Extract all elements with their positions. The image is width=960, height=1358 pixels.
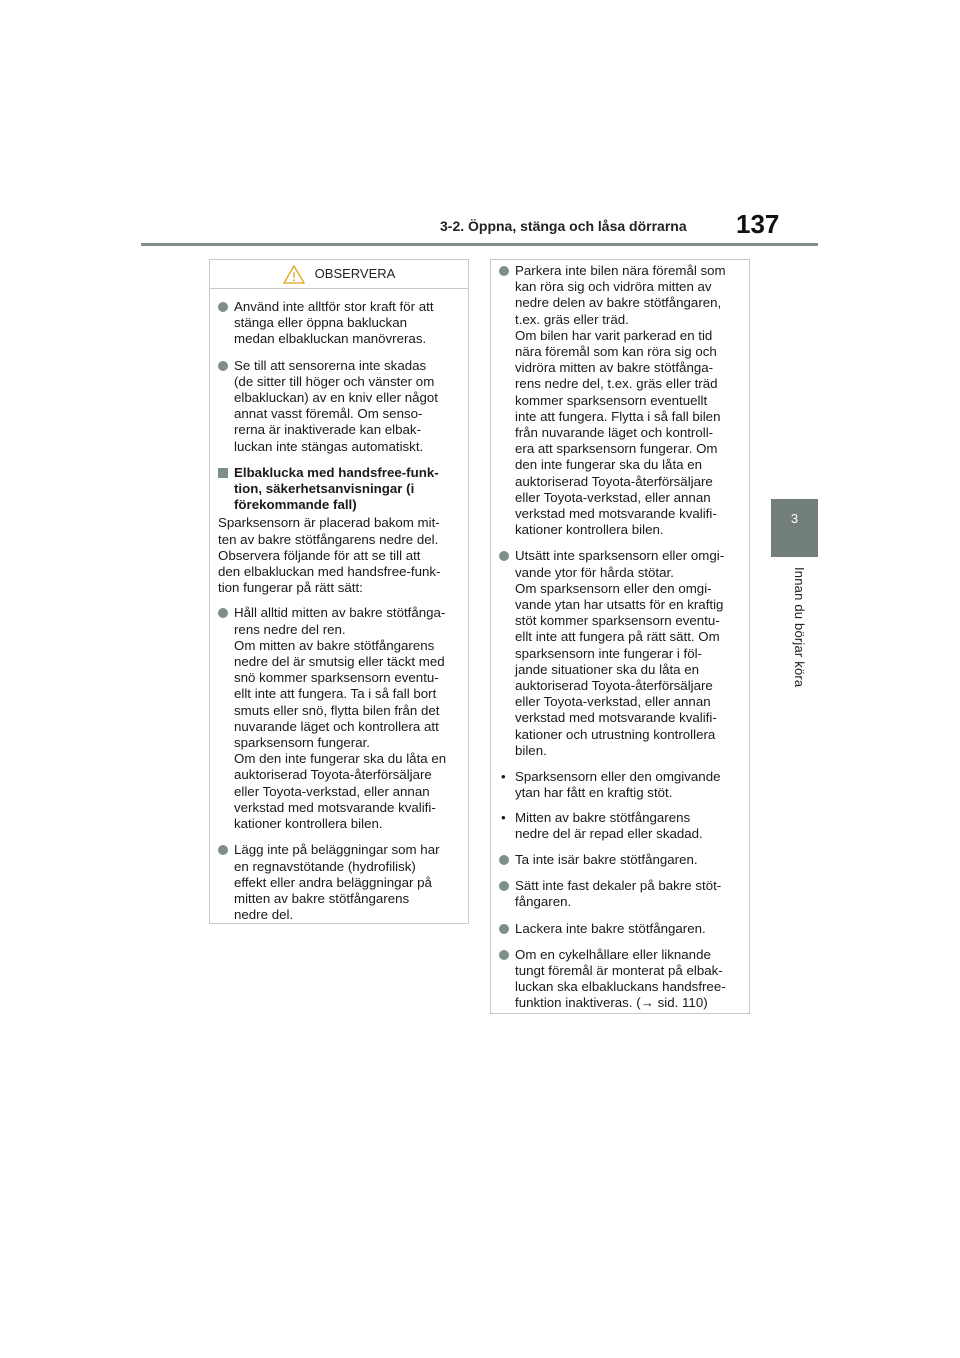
bullet-dot-icon — [499, 950, 511, 960]
list-item — [218, 358, 460, 455]
list-item — [499, 878, 741, 910]
list-item-text: Använd inte alltför stor kraft för att stänga eller öppna bakluckan medan elbakluckan manövreras. — [234, 299, 434, 347]
bullet-dot-icon — [218, 608, 230, 618]
chapter-number: 3 — [790, 511, 799, 526]
list-item — [218, 842, 460, 923]
heading-text: Elbaklucka med handsfree-funk- tion, säkerhetsanvisningar (i förekommande fall) — [234, 464, 439, 513]
bullet-square-icon — [218, 468, 230, 478]
list-item — [499, 263, 741, 538]
small-bullet-icon: • — [501, 769, 506, 785]
list-item-text: Om en cykelhållare eller liknande tungt föremål är monterat på elbak- luckan ska elbakluckans handsfree- funktion inaktiveras. (→ sid. 110) — [515, 946, 726, 1011]
list-item-text: Lackera inte bakre stötfångaren. — [515, 920, 706, 936]
list-item — [499, 852, 741, 868]
list-item — [499, 921, 741, 937]
warning-triangle-icon — [283, 265, 305, 284]
caution-box-left — [209, 259, 469, 924]
header-divider — [141, 243, 818, 246]
list-item-text: Utsätt inte sparksensorn eller omgi- vande ytor för hårda stötar. Om sparksensorn eller den omgi- vande ytan har utsatts för en kraftig stöt kommer sparksensorn eventu- ellt inte att fungera på rätt sätt. Om sparksensorn inte fungerar i föl- jande situationer ska du låta en auktoriserad Toyota-återförsäljare eller Toyota-verkstad, eller annan verkstad med motsvarande kvalifi- kationer och utrustning kontrollera bilen. — [515, 548, 725, 758]
caution-label: OBSERVERA — [314, 265, 396, 281]
list-item-text: Lägg inte på beläggningar som har en regnavstötande (hydrofilisk) effekt eller andra beläggningar på mitten av bakre stötfångarens nedre del. — [234, 842, 440, 923]
bullet-dot-icon — [499, 266, 511, 276]
list-item-text: Håll alltid mitten av bakre stötfånga- rens nedre del ren. Om mitten av bakre stötfångarens nedre del är smutsig eller täckt med snö kommer sparksensorn eventu- ellt inte att fungera. Ta i så fall bort smuts eller snö, flytta bilen från det nuvarande läget och kontrollera att sparksensorn fungerar. Om den inte fungerar ska du låta en auktoriserad Toyota-återförsäljare eller Toyota-verkstad, eller annan verkstad med motsvarande kvalifi- kationer kontrollera bilen. — [234, 605, 447, 832]
caution-header — [210, 260, 468, 289]
small-bullet-icon: • — [501, 809, 506, 825]
bullet-dot-icon — [218, 845, 230, 855]
section-title: 3-2. Öppna, stänga och låsa dörrarna — [440, 218, 687, 234]
list-item-text: Sätt inte fast dekaler på bakre stöt- fångaren. — [515, 878, 722, 910]
bullet-dot-icon — [499, 881, 511, 891]
list-item — [218, 299, 460, 348]
list-item — [218, 605, 460, 832]
list-item — [499, 947, 741, 1012]
list-item-text: Ta inte isär bakre stötfångaren. — [515, 851, 698, 867]
sub-list-item — [499, 769, 741, 801]
bullet-dot-icon — [218, 302, 230, 312]
sub-list-item — [499, 810, 741, 842]
sub-list-item-text: Sparksensorn eller den omgivande ytan har fått en kraftig stöt. — [515, 769, 721, 801]
list-item-text: Se till att sensorerna inte skadas (de sitter till höger och vänster om elbakluckan) av en kniv eller något annat vasst föremål. Om senso- rerna är inaktiverade kan elbak- luckan inte stängas automatiskt. — [234, 357, 439, 454]
subsection-heading — [218, 465, 460, 514]
chapter-tab — [771, 499, 818, 557]
sub-list-item-text: Mitten av bakre stötfångarens nedre del är repad eller skadad. — [515, 809, 703, 841]
bullet-dot-icon — [499, 855, 511, 865]
bullet-dot-icon — [218, 361, 230, 371]
bullet-dot-icon — [499, 924, 511, 934]
list-item — [499, 548, 741, 759]
bullet-dot-icon — [499, 551, 511, 561]
caution-box-right — [490, 259, 750, 1014]
list-item-text: Parkera inte bilen nära föremål som kan röra sig och vidröra mitten av nedre delen av bakre stötfångaren, t.ex. gräs eller träd. Om bilen har varit parkerad en tid nära föremål som kan röra sig och vidröra mitten av bakre stötfånga- rens nedre del, t.ex. gräs eller träd kommer sparksensorn eventuellt inte att fungera. Flytta i så fall bilen från nuvarande läget och kontroll- era att sparksensorn fungerar. Om den inte fungerar ska du låta en auktoriserad Toyota-återförsäljare eller Toyota-verkstad, eller annan verkstad med motsvarande kvalifi- kationer kontrollera bilen. — [515, 263, 726, 538]
chapter-title: Innan du börjar köra — [792, 567, 807, 688]
page-number: 137 — [736, 209, 780, 239]
intro-paragraph: Sparksensorn är placerad bakom mit- ten av bakre stötfångarens nedre del. Observera följande för att se till att den elbakluckan med handsfree-funk- tion fungerar på rätt sätt: — [218, 515, 441, 596]
